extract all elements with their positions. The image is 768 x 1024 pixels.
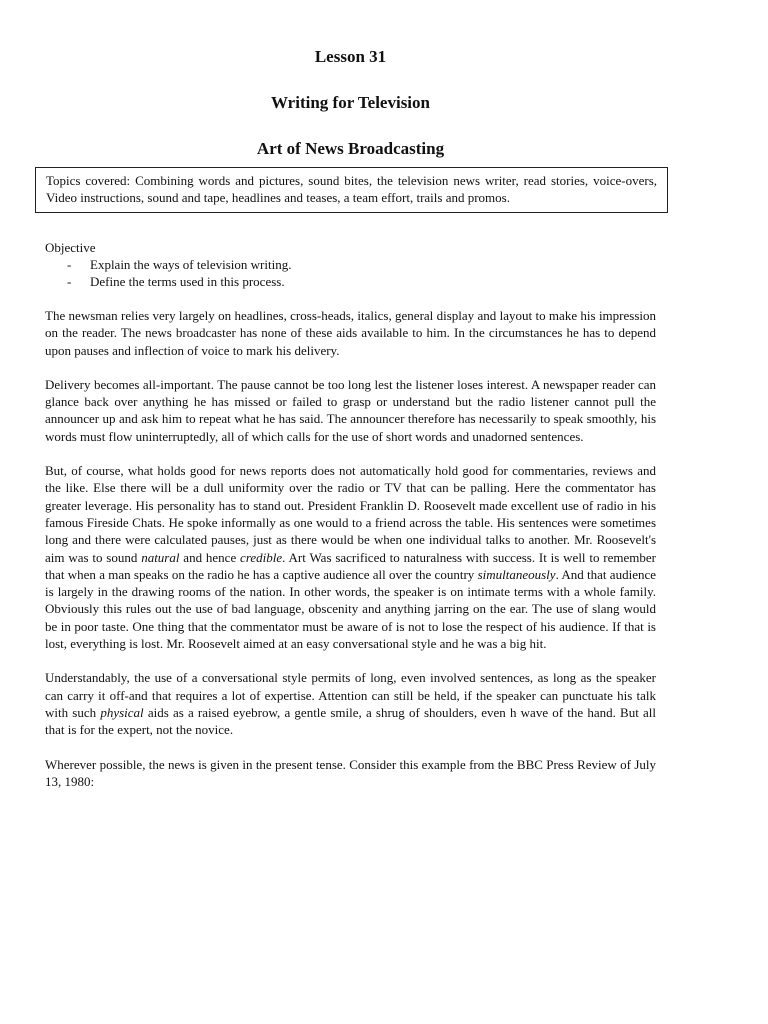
paragraph-4-text: Understandably, the use of a conversational style permits of long, even involved sentences, as long as the speaker can carry it off-and that requires a lot of expertise. Attention can still be held, if the speaker can punctuate his talk with such	[45, 670, 656, 720]
dash-bullet: -	[67, 274, 72, 289]
dash-bullet: -	[67, 257, 72, 272]
objective-item	[67, 256, 656, 273]
paragraph-3-text: But, of course, what holds good for news reports does not automatically hold good for commentaries, reviews and the like. Else there will be a dull uniformity over the radio or TV that can be palling. Here the commentator has greater leverage. His personality has to stand out. President Franklin D. Roosevelt made excellent use of radio in his famous Fireside Chats. He spoke informally as one would to a friend across the table. His sentences were sometimes long and there were calculated pauses, just as there would be when one individual talks to another. Mr. Roosevelt's aim was to sound	[45, 463, 656, 565]
paragraph-3-text: . And that audience is largely in the drawing rooms of the nation. In other words, the speaker is on intimate terms with a whole family. Obviously this rules out the use of bad language, obscenity and anything jarring on the ear. The use of slang would be in poor taste. One thing that the commentator must be aware of is not to lose the respect of his audience. If that is lost, everything is lost. Mr. Roosevelt aimed at an easy conversational style and he was a big hit.	[45, 566, 657, 652]
objective-item	[67, 273, 656, 290]
section-title: Art of News Broadcasting	[256, 139, 445, 158]
topics-covered-box	[35, 167, 668, 213]
objective-item-text: Define the terms used in this process.	[90, 274, 285, 289]
paragraph-3-text: . Art Was sacrificed to naturalness with success. It is well to remember that when a man speaks on the radio he has a captive audience all over the country	[45, 549, 656, 582]
emphasis-simultaneously: simultaneously	[477, 566, 556, 582]
paragraph-2: Delivery becomes all-important. The pause cannot be too long lest the listener loses interest. A newspaper reader can glance back over anything he has missed or failed to grasp or understand but the radio listener cannot pull the announcer up and ask him to repeat what he has said. The announcer therefore has necessarily to speak smoothly, his words must flow uninterruptedly, all of which calls for the use of short words and unadorned sentences.	[45, 376, 656, 444]
paragraph-1: The newsman relies very largely on headlines, cross-heads, italics, general display and layout to make his impression on the reader. The news broadcaster has none of these aids available to him. In the circumstances he has to depend upon pauses and inflection of voice to mark his delivery.	[45, 308, 656, 358]
objective-item-text: Explain the ways of television writing.	[90, 257, 292, 272]
emphasis-natural: natural	[141, 549, 180, 565]
objective-label: Objective	[45, 240, 96, 255]
chapter-title: Writing for Television	[270, 93, 430, 112]
paragraph-4-text: aids as a raised eyebrow, a gentle smile, a shrug of shoulders, even h wave of the hand. But all that is for the expert, not the novice.	[45, 704, 656, 738]
lesson-title: Lesson 31	[314, 47, 387, 66]
objective-section	[45, 239, 656, 290]
objective-list	[45, 256, 656, 290]
topics-text: Topics covered: Combining words and pictures, sound bites, the television news writer, read stories, voice-overs, Video instructions, sound and tape, headlines and teases, a team effort, trails and promos.	[46, 173, 657, 205]
paragraph-4	[45, 669, 656, 738]
emphasis-physical: physical	[100, 704, 144, 720]
emphasis-credible: credible	[240, 549, 283, 565]
paragraph-3-text: and hence	[179, 549, 241, 565]
paragraph-3	[45, 462, 656, 652]
paragraph-5: Wherever possible, the news is given in the present tense. Consider this example from the BBC Press Review of July 13, 1980:	[45, 756, 656, 789]
document-page	[45, 46, 656, 790]
